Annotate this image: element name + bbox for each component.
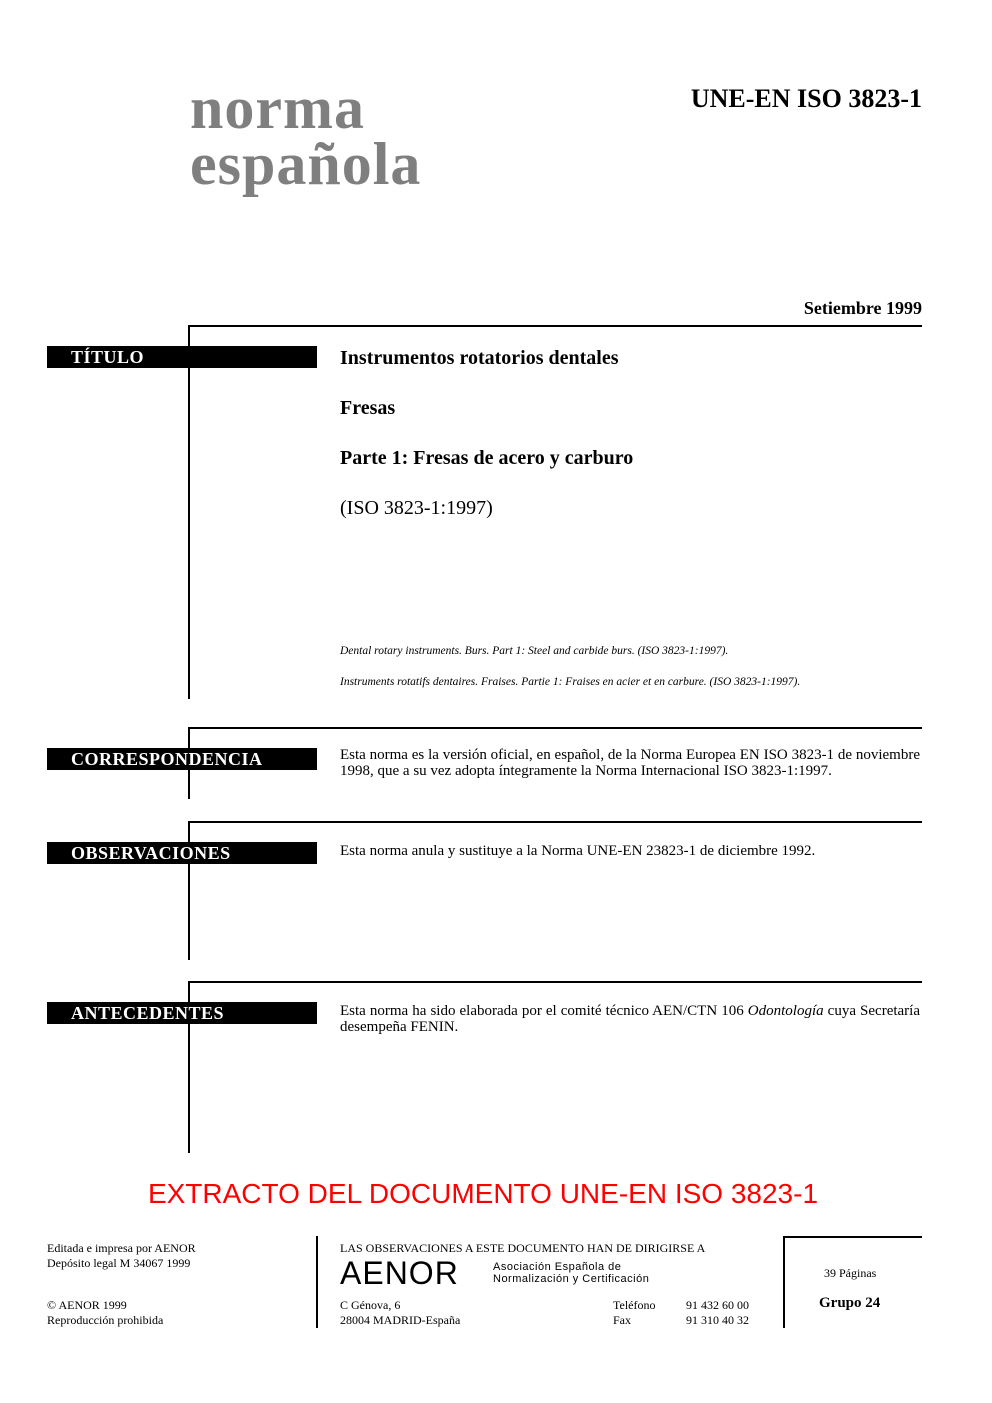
title-line-1: Instrumentos rotatorios dentales (340, 347, 619, 369)
footer-contact-values (686, 1298, 749, 1328)
footer-phone: 91 432 60 00 (686, 1298, 749, 1312)
antecedentes-committee-name: Odontología (747, 1003, 824, 1019)
footer-box-rule (783, 1236, 922, 1238)
section-rule-titulo (188, 325, 922, 327)
footer-divider-left (316, 1236, 318, 1328)
label-antecedentes: ANTECEDENTES (47, 1002, 317, 1024)
footer-copyright: © AENOR 1999 (47, 1298, 127, 1312)
brand-line-1: norma (190, 75, 365, 141)
title-block (340, 346, 920, 520)
footer-phone-label: Teléfono (613, 1298, 656, 1312)
correspondencia-text: Esta norma es la versión oficial, en español, de la Norma Europea EN ISO 3823-1 de noviembre 1998, que a su vez adopta íntegramente la Norma Internacional ISO 3823-1:1997. (340, 747, 920, 779)
footer-address (340, 1298, 460, 1328)
observaciones-text: Esta norma anula y sustituye a la Norma UNE-EN 23823-1 de diciembre 1992. (340, 843, 816, 859)
section-vline-titulo (188, 325, 190, 699)
aenor-desc-line-2: Normalización y Certificación (493, 1273, 650, 1285)
footer-group: Grupo 24 (819, 1295, 881, 1311)
footer-edited-by: Editada e impresa por AENOR (47, 1241, 196, 1255)
section-rule-observaciones (188, 821, 922, 823)
antecedentes-text-start: Esta norma ha sido elaborada por el comité técnico AEN/CTN 106 (340, 1003, 748, 1019)
standard-code: UNE-EN ISO 3823-1 (690, 84, 922, 113)
title-line-3: Parte 1: Fresas de acero y carburo (340, 447, 634, 469)
footer-address-line-1: C Génova, 6 (340, 1298, 401, 1312)
footer-publisher (47, 1241, 196, 1271)
footer-address-line-2: 28004 MADRID-España (340, 1313, 461, 1327)
footer-legal-deposit: Depósito legal M 34067 1999 (47, 1256, 191, 1270)
footer-pages: 39 Páginas (824, 1266, 877, 1280)
translation-english: Dental rotary instruments. Burs. Part 1: Steel and carbide burs. (ISO 3823-1:1997). (340, 645, 729, 657)
label-observaciones: OBSERVACIONES (47, 842, 317, 864)
publication-date: Setiembre 1999 (803, 298, 922, 318)
aenor-desc-line-1: Asociación Española de (493, 1261, 622, 1273)
section-rule-antecedentes (188, 981, 922, 983)
aenor-logo: AENOR (340, 1255, 459, 1291)
antecedentes-text (340, 1003, 920, 1035)
antecedentes-text-end: cuya Secretaría desempeña FENIN. (340, 1003, 920, 1035)
extract-banner: EXTRACTO DEL DOCUMENTO UNE-EN ISO 3823-1 (147, 1178, 819, 1209)
label-correspondencia: CORRESPONDENCIA (47, 748, 317, 770)
footer-fax-label: Fax (613, 1313, 631, 1327)
translation-french: Instruments rotatifs dentaires. Fraises. Partie 1: Fraises en acier et en carbure. (ISO 3823-1:1997). (340, 676, 801, 688)
title-line-2: Fresas (340, 397, 396, 419)
footer-fax: 91 310 40 32 (686, 1313, 749, 1327)
footer-divider-right (783, 1236, 785, 1328)
aenor-description (493, 1261, 649, 1285)
footer-contact-labels (613, 1298, 655, 1328)
footer-reproduction: Reproducción prohibida (47, 1313, 164, 1327)
brand-title (190, 75, 570, 197)
title-line-4: (ISO 3823-1:1997) (340, 497, 493, 519)
label-titulo: TÍTULO (47, 346, 317, 368)
footer-copyright-block (47, 1298, 163, 1328)
brand-line-2: española (190, 131, 422, 197)
section-rule-correspondencia (188, 727, 922, 729)
footer-observations-note: LAS OBSERVACIONES A ESTE DOCUMENTO HAN DE DIRIGIRSE A (340, 1241, 706, 1255)
